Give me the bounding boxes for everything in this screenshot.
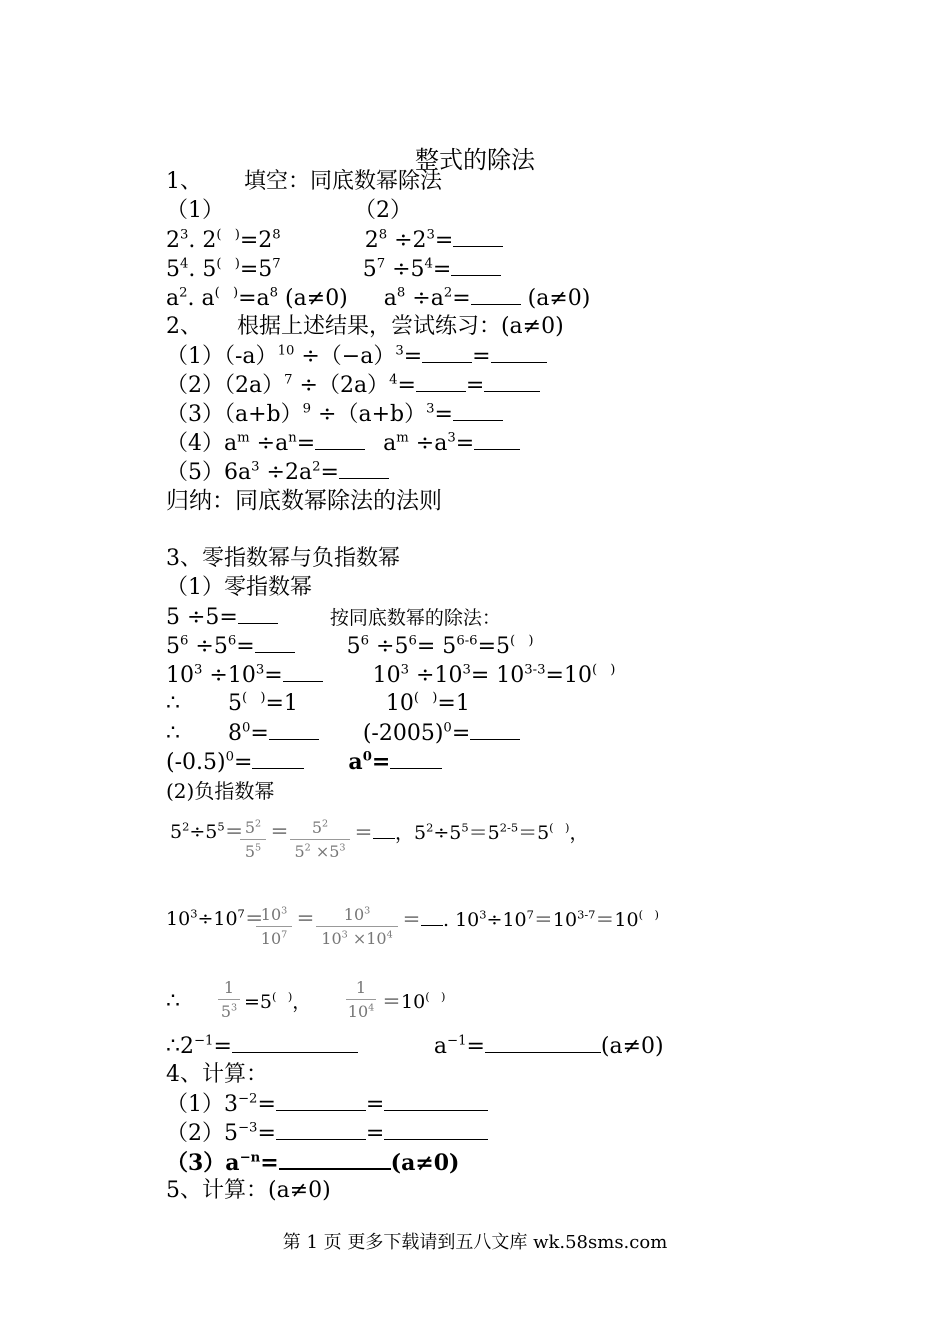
ex-3-6: $(-0.5)^0= a^0=$ [166, 748, 442, 777]
section-3-1: （1）零指数幂 [166, 575, 312, 600]
neg-ex-2-frac-b: $10^3$ $10^3 \times 10^4$ [316, 905, 398, 948]
neg-ex-3-b: ＝10( ) [382, 989, 446, 1013]
page-footer: 第 1 页 更多下载请到五八文库 wk.58sms.com [282, 1232, 668, 1253]
ex-3-5: ∴ $8^0= (-2005)^0=$ [166, 719, 520, 748]
ex-2-2: $(2)(2a)^7 \div(2a)^4=$ = [166, 371, 540, 400]
neg-ex-2-right: ＝ . $10^3\div 10^7=10^{3-7}=10^{( )}$ [402, 905, 659, 934]
section-2-heading: 2、 根据上述结果，尝试练习：(a≠0) [166, 314, 564, 339]
ex-4-1: $(1)3^{-2}=$ = [166, 1090, 488, 1119]
ex-2-1: $(1)(-a)^{10} \div(-a)^3=$ = [166, 342, 547, 371]
neg-ex-1-frac-b: $5^2$ $5^2 \times 5^3$ [290, 818, 350, 861]
ex-1-2: $5^4$. $5^{( )}=5^7$ $5^7 \div 5^4=$ [166, 255, 501, 284]
neg-ex-1-eq: ＝ [270, 821, 290, 843]
ex-3-3: $10^3 \div 10^3= 10^3 \div 10^3= 10^{3-3}=10^{( )}$ [166, 662, 616, 688]
section-1-subheads: （1） （2） [166, 198, 412, 223]
neg-ex-2-left: $10^3\div 10^7=$ [166, 906, 264, 930]
section-4-heading: 4、计算： [166, 1062, 268, 1087]
ex-3-4: ∴ 5( )=1 10( )=1 [166, 690, 470, 716]
neg-ex-3-frac-a: 1 $5^3$ [218, 978, 240, 1021]
neg-ex-1-left: $5^2\div 5^5=$ [170, 819, 244, 843]
section-3-heading: 3、零指数幂与负指数幂 [166, 546, 400, 571]
summary-line: 归纳：同底数幂除法的法则 [166, 488, 442, 514]
ex-2-3: $(3)(a+b)^9 \div(a+b)^3=$ [166, 400, 503, 429]
ex-4-3: $(3)a^{-n}= (a\ne 0)$ [166, 1150, 460, 1176]
ex-1-3: $a^2$. $a^{( )}=a^8$ (a≠0) $a^8 \div a^2= (a\ne 0)$ [166, 285, 591, 311]
ex-2-4: $(4)a^m \div a^n= a^m \div a^3=$ [166, 429, 520, 458]
neg-ex-2-eq: ＝ [296, 908, 316, 930]
ex-1-1: $2^3$. $2^{( )}=2^8$ $2^8 \div 2^3=$ [166, 226, 503, 255]
section-5-heading: 5、计算：(a≠0) [166, 1178, 331, 1203]
therefore-3: ∴ [166, 989, 180, 1014]
neg-ex-1-frac-a: $5^2$ $5^5$ [240, 818, 266, 861]
neg-ex-2-frac-a: $10^3$ $10^7$ [256, 905, 292, 948]
ex-4-2: $(2)5^{-3}=$ = [166, 1119, 488, 1148]
ex-3-2: $5^6 \div 5^6= 5^6 \div 5^6= 5^{6-6}=5^{( )}$ [166, 633, 534, 659]
neg-ex-3-frac-b: 1 $10^4$ [347, 978, 375, 1021]
ex-3-1: 5 ÷5= 按同底数幂的除法： [166, 605, 501, 630]
neg-ex-4: $\therefore 2^{-1}= a^{-1}= (a\ne 0)$ [166, 1033, 664, 1059]
section-3-2: (2)负指数幂 [166, 779, 275, 803]
section-1-heading: 1、 填空：同底数幂除法 [166, 169, 442, 194]
neg-ex-1-right: ＝ ，$5^2\div 5^5=5^{2-5}=5^{( )}$， [354, 818, 588, 847]
page-title: 整式的除法 [415, 146, 535, 174]
ex-2-5: $(5)6a^3 \div 2a^2=$ [166, 458, 389, 487]
neg-ex-3-a: =5( )， [244, 989, 312, 1013]
